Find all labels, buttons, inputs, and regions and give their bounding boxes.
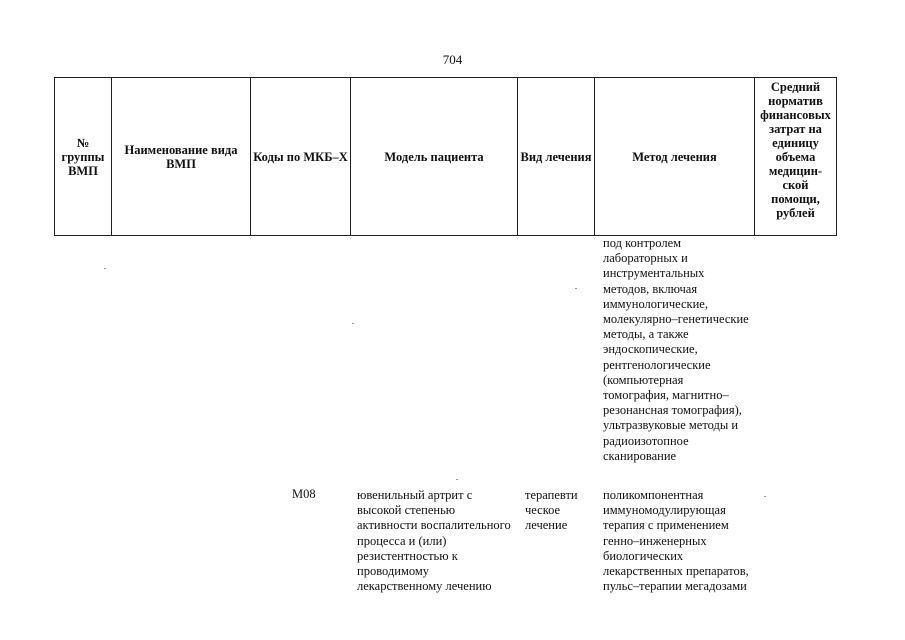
scan-speck <box>352 323 354 324</box>
header-average-cost: Средний норматив финансовых затрат на единицу объема медицин-ской помощи, рублей <box>755 78 837 236</box>
row-patient-model: ювенильный артрит с высокой степенью активности воспалительного процесса и (или) резистентностью к проводимому лекарственному лечению <box>357 488 511 594</box>
header-row <box>55 78 837 236</box>
header-treatment-type: Вид лечения <box>518 78 595 236</box>
header-vmp-name: Наименование вида ВМП <box>112 78 251 236</box>
row-code: М08 <box>292 487 316 501</box>
scan-speck <box>456 479 458 480</box>
scan-speck <box>575 288 577 289</box>
header-icd-codes: Коды по МКБ–Х <box>251 78 351 236</box>
header-treatment-method: Метод лечения <box>595 78 755 236</box>
table-header <box>54 77 837 236</box>
scan-speck <box>104 268 106 269</box>
scan-speck <box>764 496 766 497</box>
row-treatment-type: терапевти ческое лечение <box>525 488 578 533</box>
page-number: 704 <box>442 52 463 67</box>
header-group-number: № группы ВМП <box>55 78 112 236</box>
row-method: поликомпонентная иммуномодулирующая терапия с применением генно–инженерных биологических лекарственных препаратов, пульс–терапии мегадозами <box>603 488 749 594</box>
header-patient-model: Модель пациента <box>351 78 518 236</box>
continued-method-text: под контролем лабораторных и инструментальных методов, включая иммунологические, молекулярно–генетические методы, а также эндоскопические, рентгенологические (компьютерная томография, магнитно– резонансная томография), ультразвуковые методы и радиоизотопное сканирование <box>603 236 749 463</box>
